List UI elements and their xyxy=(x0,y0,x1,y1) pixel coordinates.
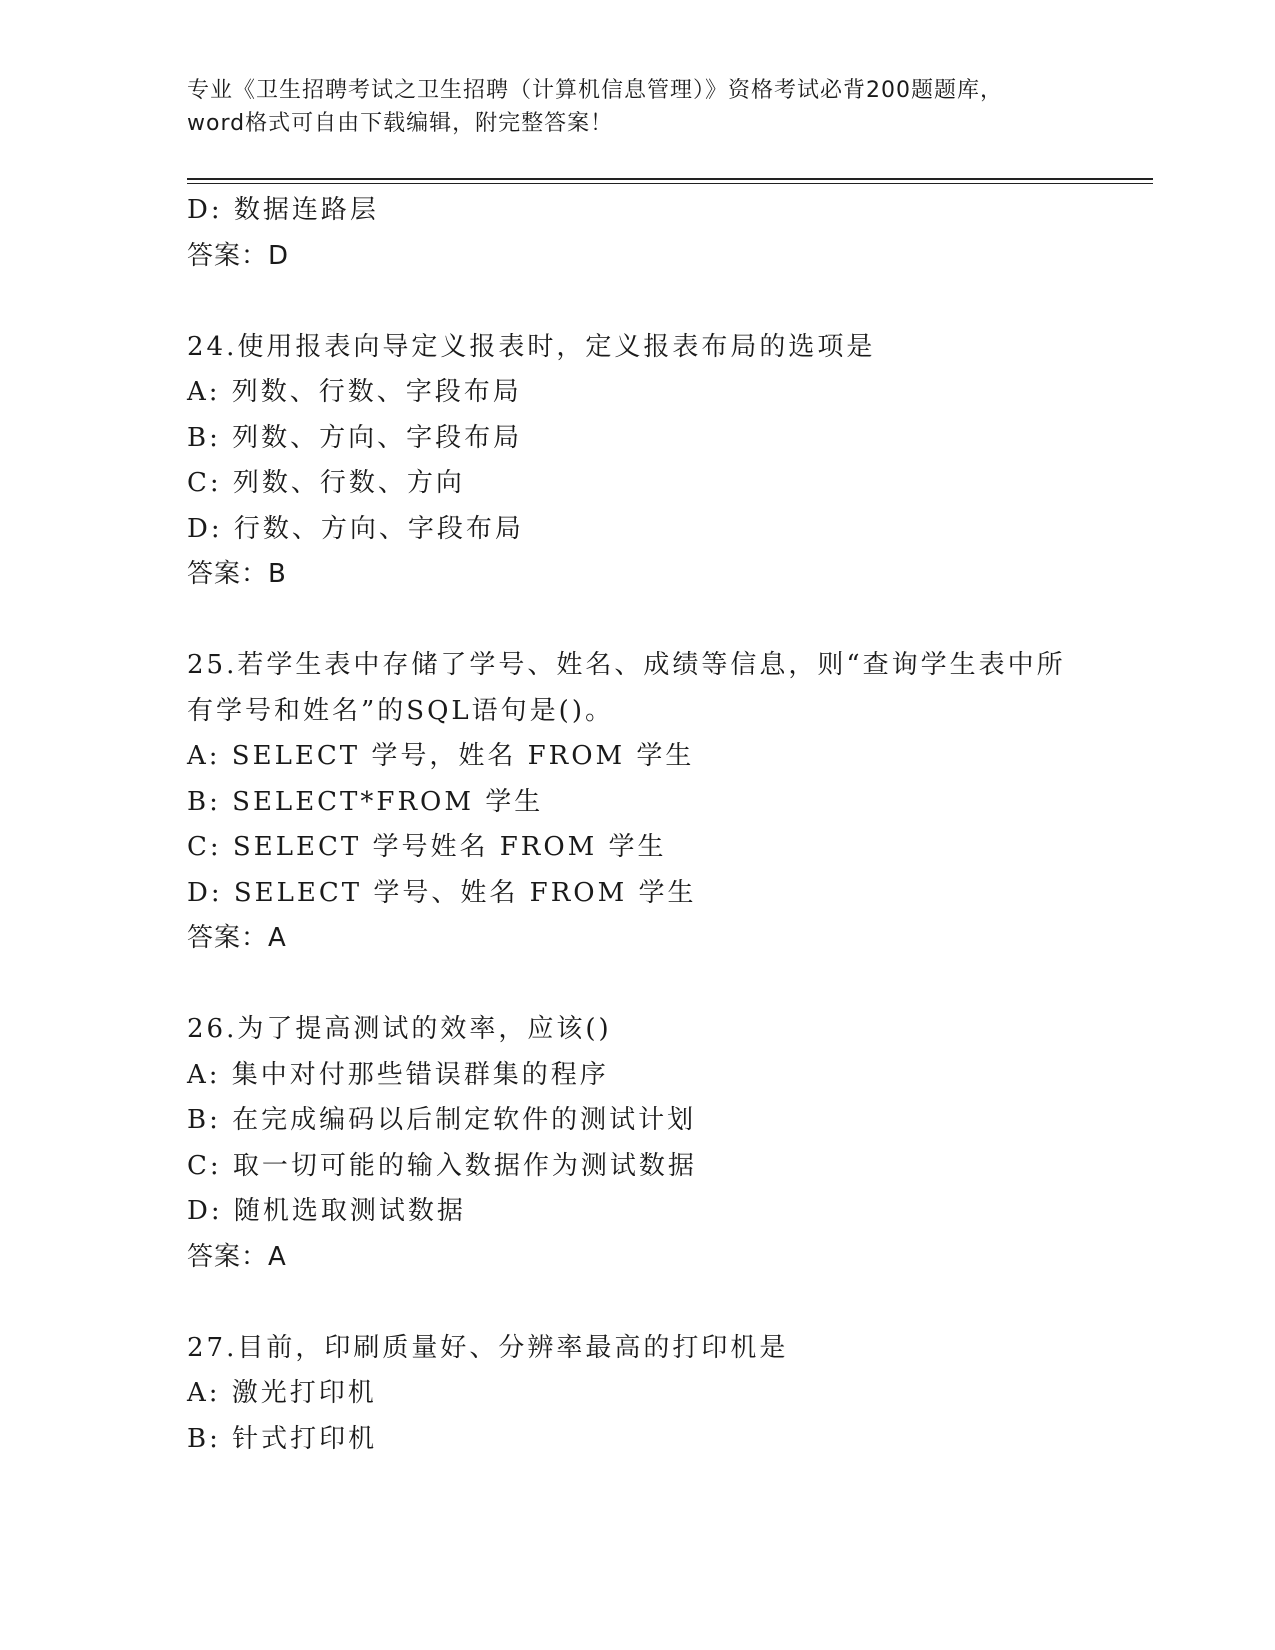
option-c: C: 取一切可能的输入数据作为测试数据 xyxy=(187,1150,697,1181)
option-a: A: 集中对付那些错误群集的程序 xyxy=(187,1059,609,1090)
header-line-2: word格式可自由下载编辑，附完整答案！ xyxy=(187,111,614,136)
option-b: B: 在完成编码以后制定软件的测试计划 xyxy=(187,1105,697,1135)
option-b: B: 列数、方向、字段布局 xyxy=(187,422,523,453)
question-stem: 26.为了提高测试的效率，应该() xyxy=(187,1014,612,1044)
option-d: D: 随机选取测试数据 xyxy=(187,1196,466,1226)
option-a: A: 激光打印机 xyxy=(187,1378,377,1408)
option-d: D: 行数、方向、字段布局 xyxy=(187,513,524,544)
answer: 答案：A xyxy=(187,923,287,953)
option-c: C: 列数、行数、方向 xyxy=(187,468,465,498)
spacer xyxy=(187,962,1147,1008)
header-rule-thick xyxy=(187,178,1153,180)
question-stem: 27.目前，印刷质量好、分辨率最高的打印机是 xyxy=(187,1332,789,1363)
spacer xyxy=(187,279,1147,325)
option-d: D: SELECT 学号、姓名 FROM 学生 xyxy=(187,877,697,908)
header-line-1: 专业《卫生招聘考试之卫生招聘（计算机信息管理）》资格考试必背200题题库， xyxy=(187,78,1003,103)
question-stem: 25.若学生表中存储了学号、姓名、成绩等信息，则“查询学生表中所 xyxy=(187,650,1066,680)
question-stem-cont: 有学号和姓名”的SQL语句是()。 xyxy=(187,695,614,726)
question-block xyxy=(187,325,1147,598)
prev-option-d: D: 数据连路层 xyxy=(187,195,379,225)
option-b: B: SELECT*FROM 学生 xyxy=(187,786,544,817)
answer: 答案：A xyxy=(187,1241,287,1272)
spacer xyxy=(187,1280,1147,1326)
spacer xyxy=(187,598,1147,644)
document-header xyxy=(187,74,1087,140)
prev-answer: 答案：D xyxy=(187,240,290,271)
option-a: A: SELECT 学号，姓名 FROM 学生 xyxy=(187,741,695,771)
answer: 答案：B xyxy=(187,559,287,589)
option-a: A: 列数、行数、字段布局 xyxy=(187,377,522,407)
question-block xyxy=(187,643,1147,962)
question-block xyxy=(187,1326,1147,1463)
option-b: B: 针式打印机 xyxy=(187,1423,378,1454)
option-c: C: SELECT 学号姓名 FROM 学生 xyxy=(187,832,667,862)
question-block xyxy=(187,1007,1147,1280)
question-list xyxy=(187,188,1147,1462)
header-rule-thin xyxy=(187,183,1153,184)
question-stem: 24.使用报表向导定义报表时，定义报表布局的选项是 xyxy=(187,331,876,362)
